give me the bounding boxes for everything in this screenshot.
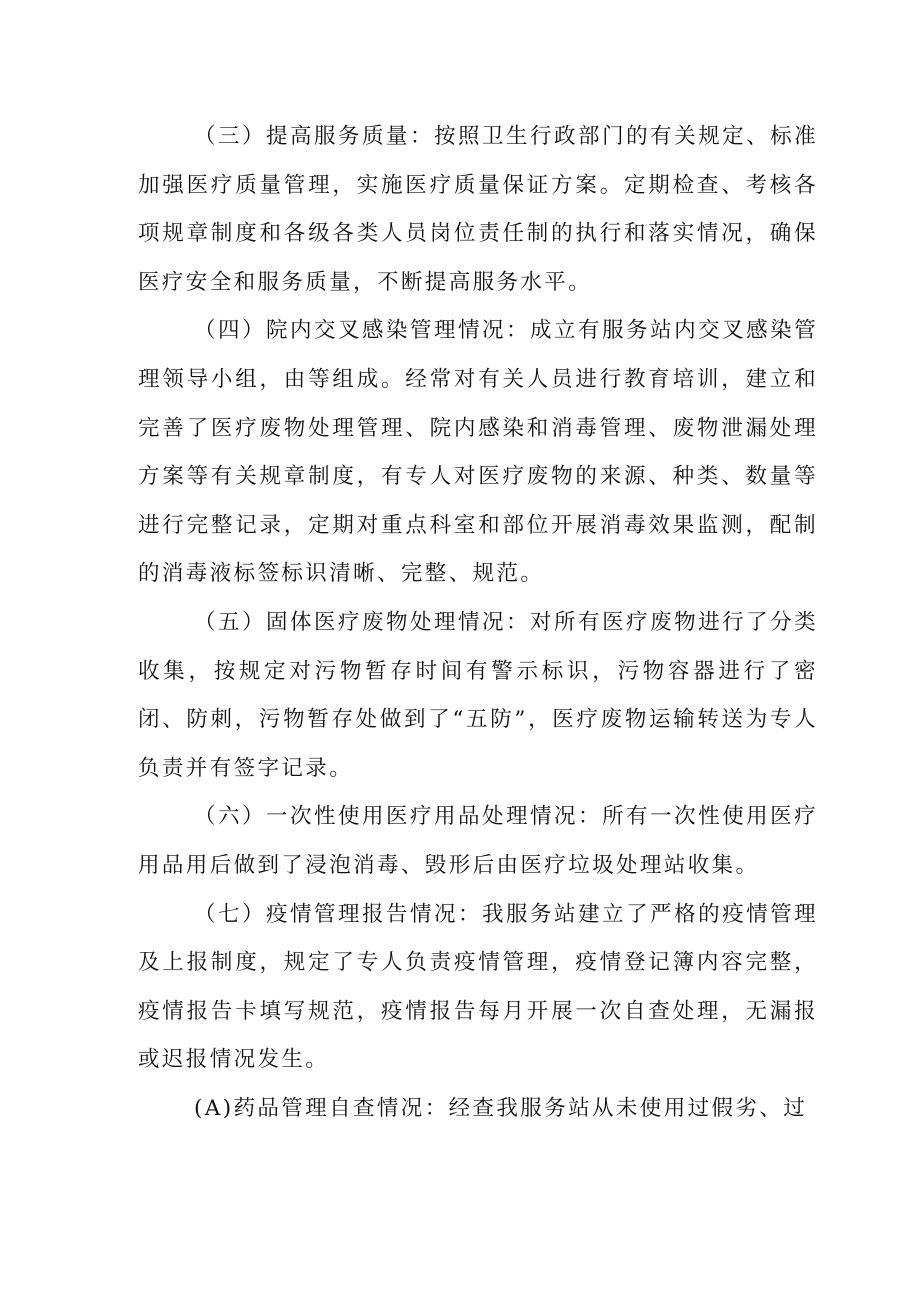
paragraph-epidemic-report: （七）疫情管理报告情况：我服务站建立了严格的疫情管理及上报制度，规定了专人负责疫情管理，疫情登记簿内容完整，疫情报告卡填写规范，疫情报告每月开展一次自查处理，无漏报或迟报情况发生。 — [138, 901, 818, 1073]
paragraph-disposable-supplies: （六）一次性使用医疗用品处理情况：所有一次性使用医疗用品用后做到了浸泡消毒、毁形后由医疗垃圾处理站收集。 — [138, 804, 818, 878]
document-body — [138, 113, 818, 1133]
paragraph-drug-management: (A)药品管理自查情况：经查我服务站从未使用过假劣、过 — [194, 1095, 808, 1121]
paragraph-service-quality: （三）提高服务质量：按照卫生行政部门的有关规定、标准加强医疗质量管理，实施医疗质量保证方案。定期检查、考核各项规章制度和各级各类人员岗位责任制的执行和落实情况，确保医疗安全和服务质量，不断提高服务水平。 — [138, 124, 818, 295]
paragraph-cross-infection: （四）院内交叉感染管理情况：成立有服务站内交叉感染管理领导小组，由等组成。经常对有关人员进行教育培训，建立和完善了医疗废物处理管理、院内感染和消毒管理、废物泄漏处理方案等有关规章制度，有专人对医疗废物的来源、种类、数量等进行完整记录，定期对重点科室和部位开展消毒效果监测，配制的消毒液标签标识清晰、完整、规范。 — [138, 318, 818, 587]
paragraph-solid-waste: （五）固体医疗废物处理情况：对所有医疗废物进行了分类收集，按规定对污物暂存时间有警示标识，污物容器进行了密闭、防刺，污物暂存处做到了“五防”，医疗废物运输转送为专人负责并有签字记录。 — [138, 609, 818, 781]
